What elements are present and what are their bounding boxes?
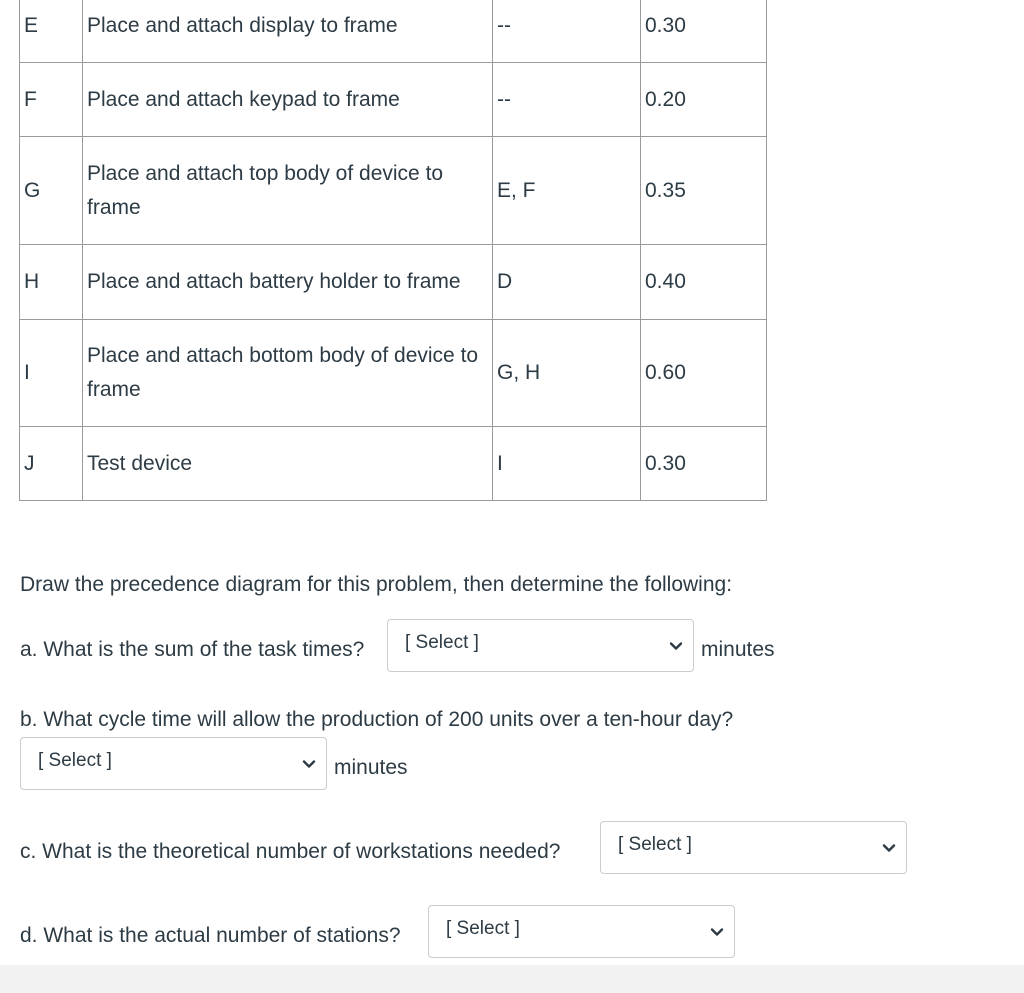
predecessor-cell: G, H xyxy=(493,320,641,427)
instructions-text: Draw the precedence diagram for this problem, then determine the following: xyxy=(20,573,733,596)
question-b-select-value: [ Select ] xyxy=(38,750,112,771)
question-b-select[interactable] xyxy=(20,737,327,790)
question-d-select-value: [ Select ] xyxy=(446,918,520,939)
predecessor-cell: -- xyxy=(493,0,641,63)
description-cell: Place and attach battery holder to frame xyxy=(83,245,493,320)
task-cell: I xyxy=(20,320,83,427)
description-cell: Place and attach display to frame xyxy=(83,0,493,63)
table-row xyxy=(20,137,767,245)
question-a-text: a. What is the sum of the task times? xyxy=(20,638,365,661)
chevron-down-icon xyxy=(302,757,316,771)
question-c-select[interactable] xyxy=(600,821,907,874)
description-cell: Test device xyxy=(83,427,493,501)
question-a-select-value: [ Select ] xyxy=(405,632,479,653)
table-row xyxy=(20,0,767,63)
time-cell: 0.30 xyxy=(641,0,767,63)
time-cell: 0.20 xyxy=(641,63,767,137)
question-d-select[interactable] xyxy=(428,905,735,958)
chevron-down-icon xyxy=(710,925,724,939)
task-cell: E xyxy=(20,0,83,63)
description-cell: Place and attach keypad to frame xyxy=(83,63,493,137)
description-cell: Place and attach top body of device to frame xyxy=(83,137,493,245)
table-row xyxy=(20,245,767,320)
predecessor-cell: -- xyxy=(493,63,641,137)
time-cell: 0.30 xyxy=(641,427,767,501)
time-cell: 0.40 xyxy=(641,245,767,320)
time-cell: 0.60 xyxy=(641,320,767,427)
task-cell: H xyxy=(20,245,83,320)
task-cell: F xyxy=(20,63,83,137)
table-row xyxy=(20,63,767,137)
chevron-down-icon xyxy=(669,639,683,653)
table-row xyxy=(20,427,767,501)
question-a-unit: minutes xyxy=(701,638,775,661)
question-d-text: d. What is the actual number of stations? xyxy=(20,924,401,947)
predecessor-cell: I xyxy=(493,427,641,501)
question-a-select[interactable] xyxy=(387,619,694,672)
time-cell: 0.35 xyxy=(641,137,767,245)
predecessor-cell: D xyxy=(493,245,641,320)
predecessor-cell: E, F xyxy=(493,137,641,245)
description-cell: Place and attach bottom body of device to frame xyxy=(83,320,493,427)
task-table xyxy=(19,0,767,501)
task-cell: J xyxy=(20,427,83,501)
question-b-text: b. What cycle time will allow the production of 200 units over a ten-hour day? xyxy=(20,708,734,731)
question-b-unit: minutes xyxy=(334,756,408,779)
page-bottom-strip xyxy=(0,965,1024,993)
task-cell: G xyxy=(20,137,83,245)
question-c-text: c. What is the theoretical number of workstations needed? xyxy=(20,840,561,863)
question-c-select-value: [ Select ] xyxy=(618,834,692,855)
chevron-down-icon xyxy=(882,841,896,855)
table-row xyxy=(20,320,767,427)
